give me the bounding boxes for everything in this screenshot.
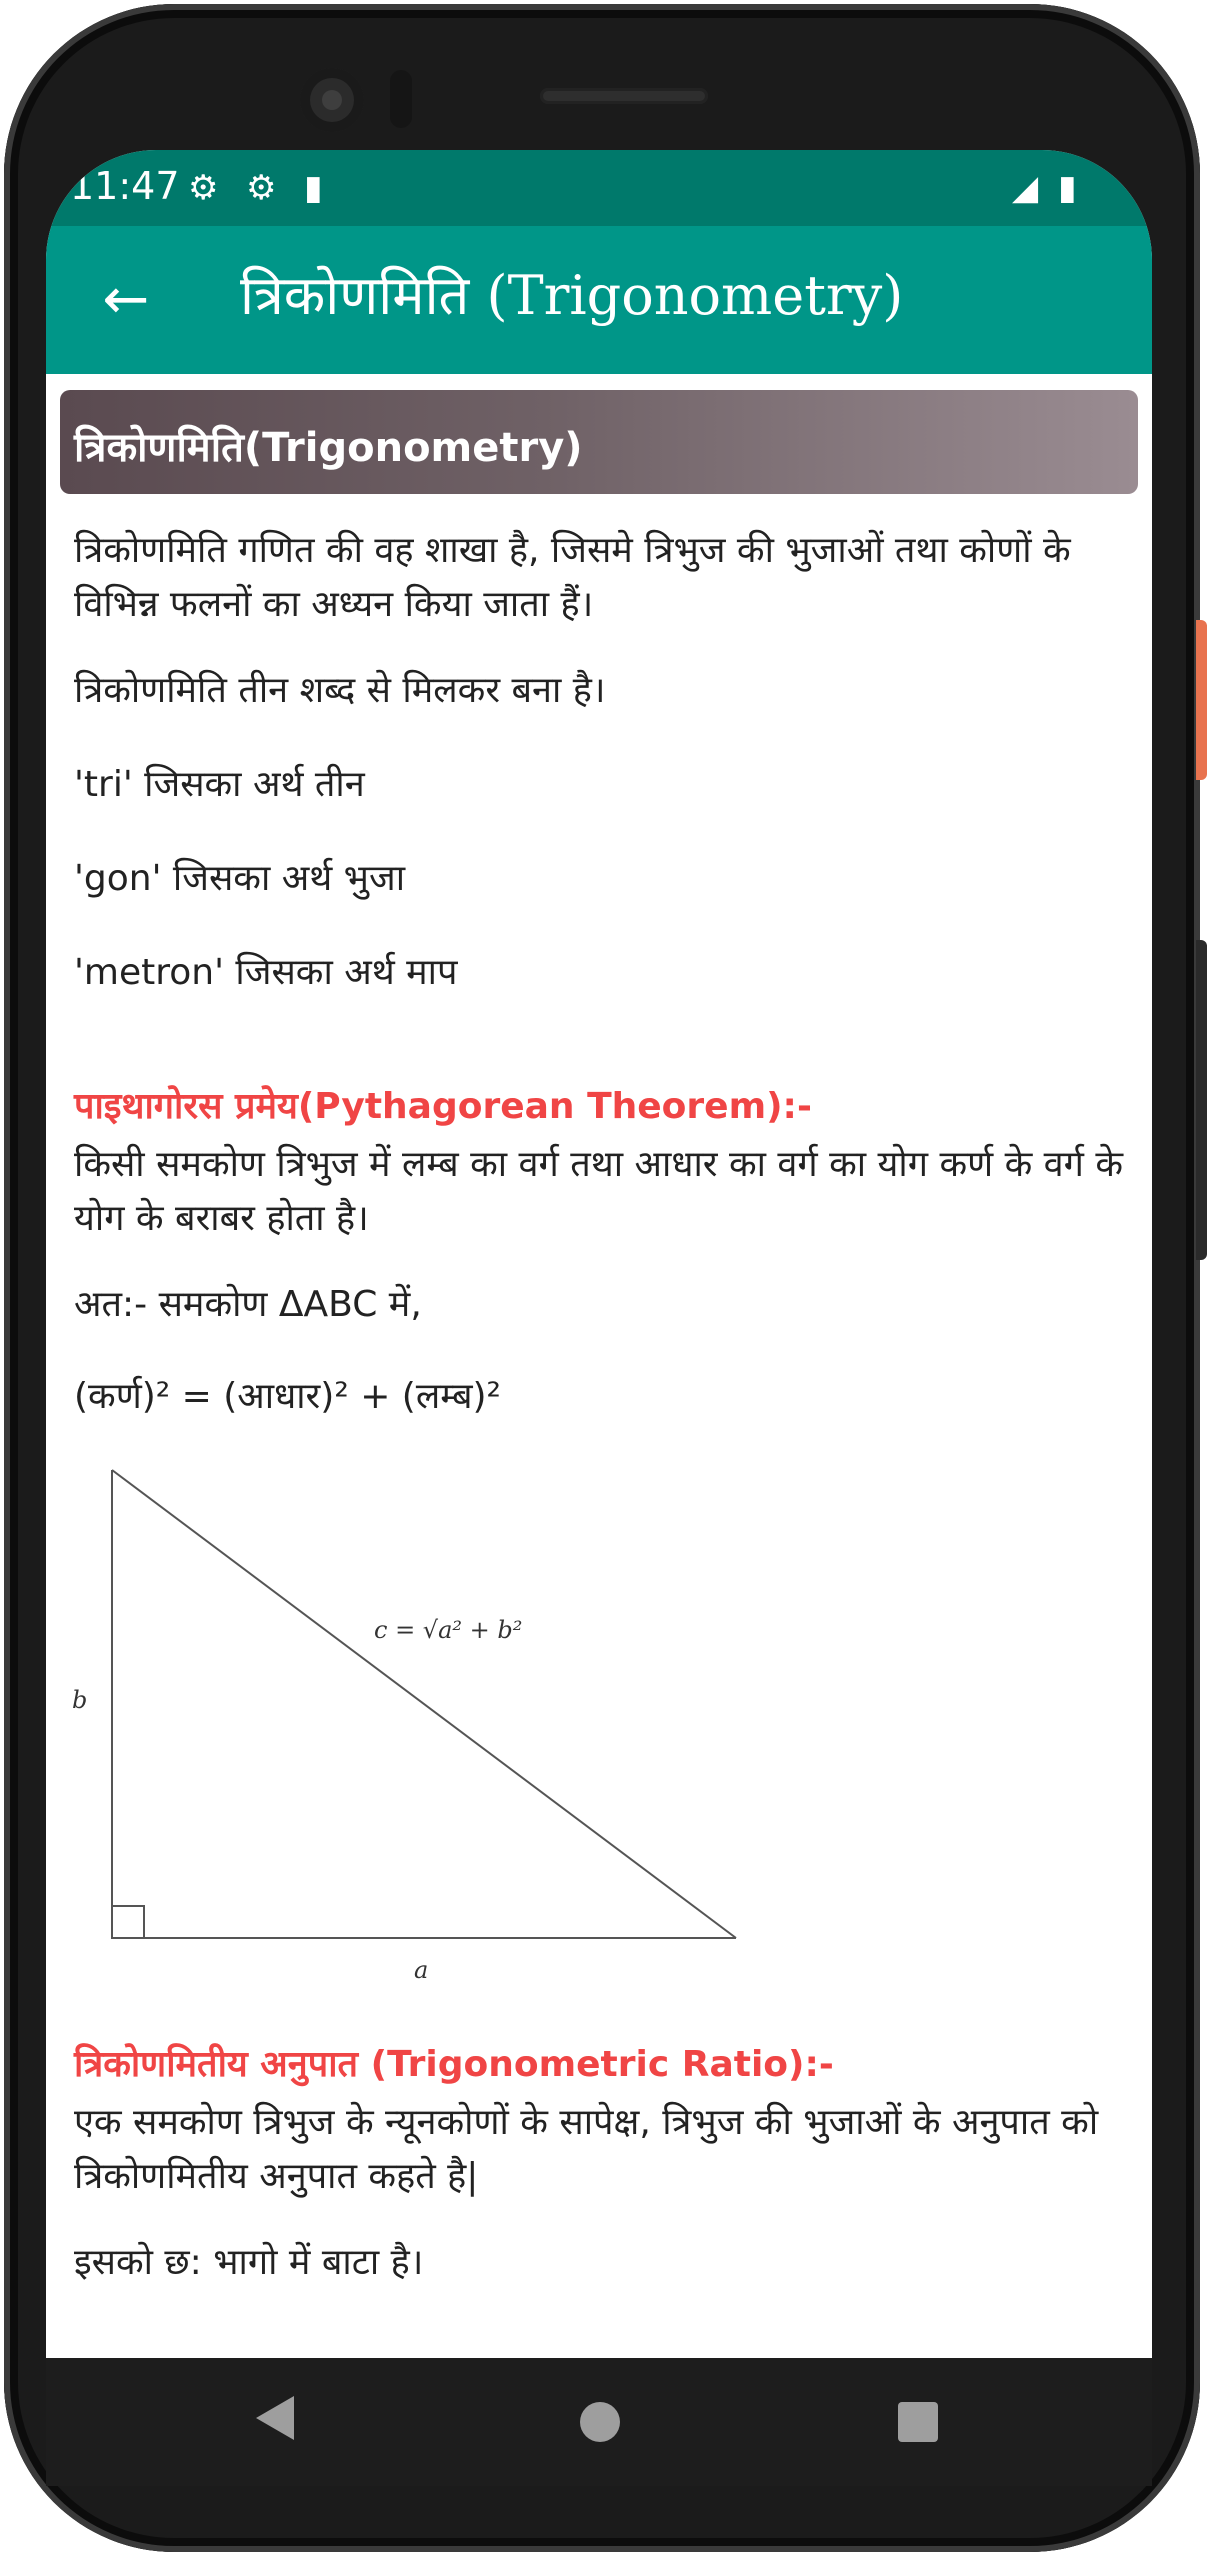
paragraph-trig-ratio: एक समकोण त्रिभुज के न्यूनकोणों के सापेक्ष, त्रिभुज की भुजाओं के अनुपात को त्रिकोणमितीय अनुपात कहते है| [74,2102,1099,2197]
earpiece-speaker [540,88,708,104]
triangle-figure [64,1458,784,1988]
content-scroll[interactable] [46,374,1152,2358]
proximity-sensor [390,70,412,128]
paragraph-metron: 'metron' जिसका अर्थ माप [74,952,458,993]
battery-icon: ▮ [1058,168,1077,208]
front-camera [300,68,364,132]
section-header [60,390,1138,494]
paragraph-triangle-abc: अत:- समकोण ΔABC में, [74,1284,422,1325]
back-arrow-icon[interactable]: ← [102,267,150,332]
gear-disc-icon: ⚙ [188,168,219,208]
app-bar [46,226,1152,374]
nav-recents-icon[interactable] [898,2402,938,2442]
paragraph-six-parts: इसको छ: भागो में बाटा है। [74,2242,424,2283]
system-nav-bar [46,2358,1152,2486]
signal-icon: ◢ [1012,168,1039,208]
heading-trig-ratio: त्रिकोणमितीय अनुपात (Trigonometric Ratio):- [74,2044,834,2085]
nav-back-icon[interactable] [256,2396,294,2440]
screen [46,150,1152,2358]
paragraph-definition: त्रिकोणमिति गणित की वह शाखा है, जिसमे त्रिभुज की भुजाओं तथा कोणों के विभिन्न फलनों का अध्यन किया जाता हैं। [74,530,1071,625]
paragraph-formula: (कर्ण)² = (आधार)² + (लम्ब)² [74,1376,501,1417]
nav-home-icon[interactable] [580,2402,620,2442]
label-a: a [414,1956,429,1984]
paragraph-gon: 'gon' जिसका अर्थ भुजा [74,858,406,899]
status-bar [46,150,1152,226]
label-c: c = √a² + b² [374,1616,523,1644]
section-header-text: त्रिकोणमिति(Trigonometry) [74,425,583,471]
page-title: त्रिकोणमिति (Trigonometry) [240,264,904,327]
paragraph-tri: 'tri' जिसका अर्थ तीन [74,764,365,805]
right-angle-marker [112,1906,144,1938]
triangle-hypotenuse [112,1470,736,1938]
volume-button [1196,940,1207,1260]
sd-card-icon: ▮ [304,168,323,208]
label-b: b [72,1686,88,1714]
paragraph-origin: त्रिकोणमिति तीन शब्द से मिलकर बना है। [74,670,606,711]
gear-icon: ⚙ [246,168,277,208]
paragraph-pythagoras: किसी समकोण त्रिभुज में लम्ब का वर्ग तथा आधार का वर्ग का योग कर्ण के वर्ग के योग के बराबर होता है। [74,1144,1124,1239]
heading-pythagoras: पाइथागोरस प्रमेय(Pythagorean Theorem):- [74,1086,812,1127]
status-time: 11:47 [70,164,180,208]
power-button [1196,620,1207,780]
